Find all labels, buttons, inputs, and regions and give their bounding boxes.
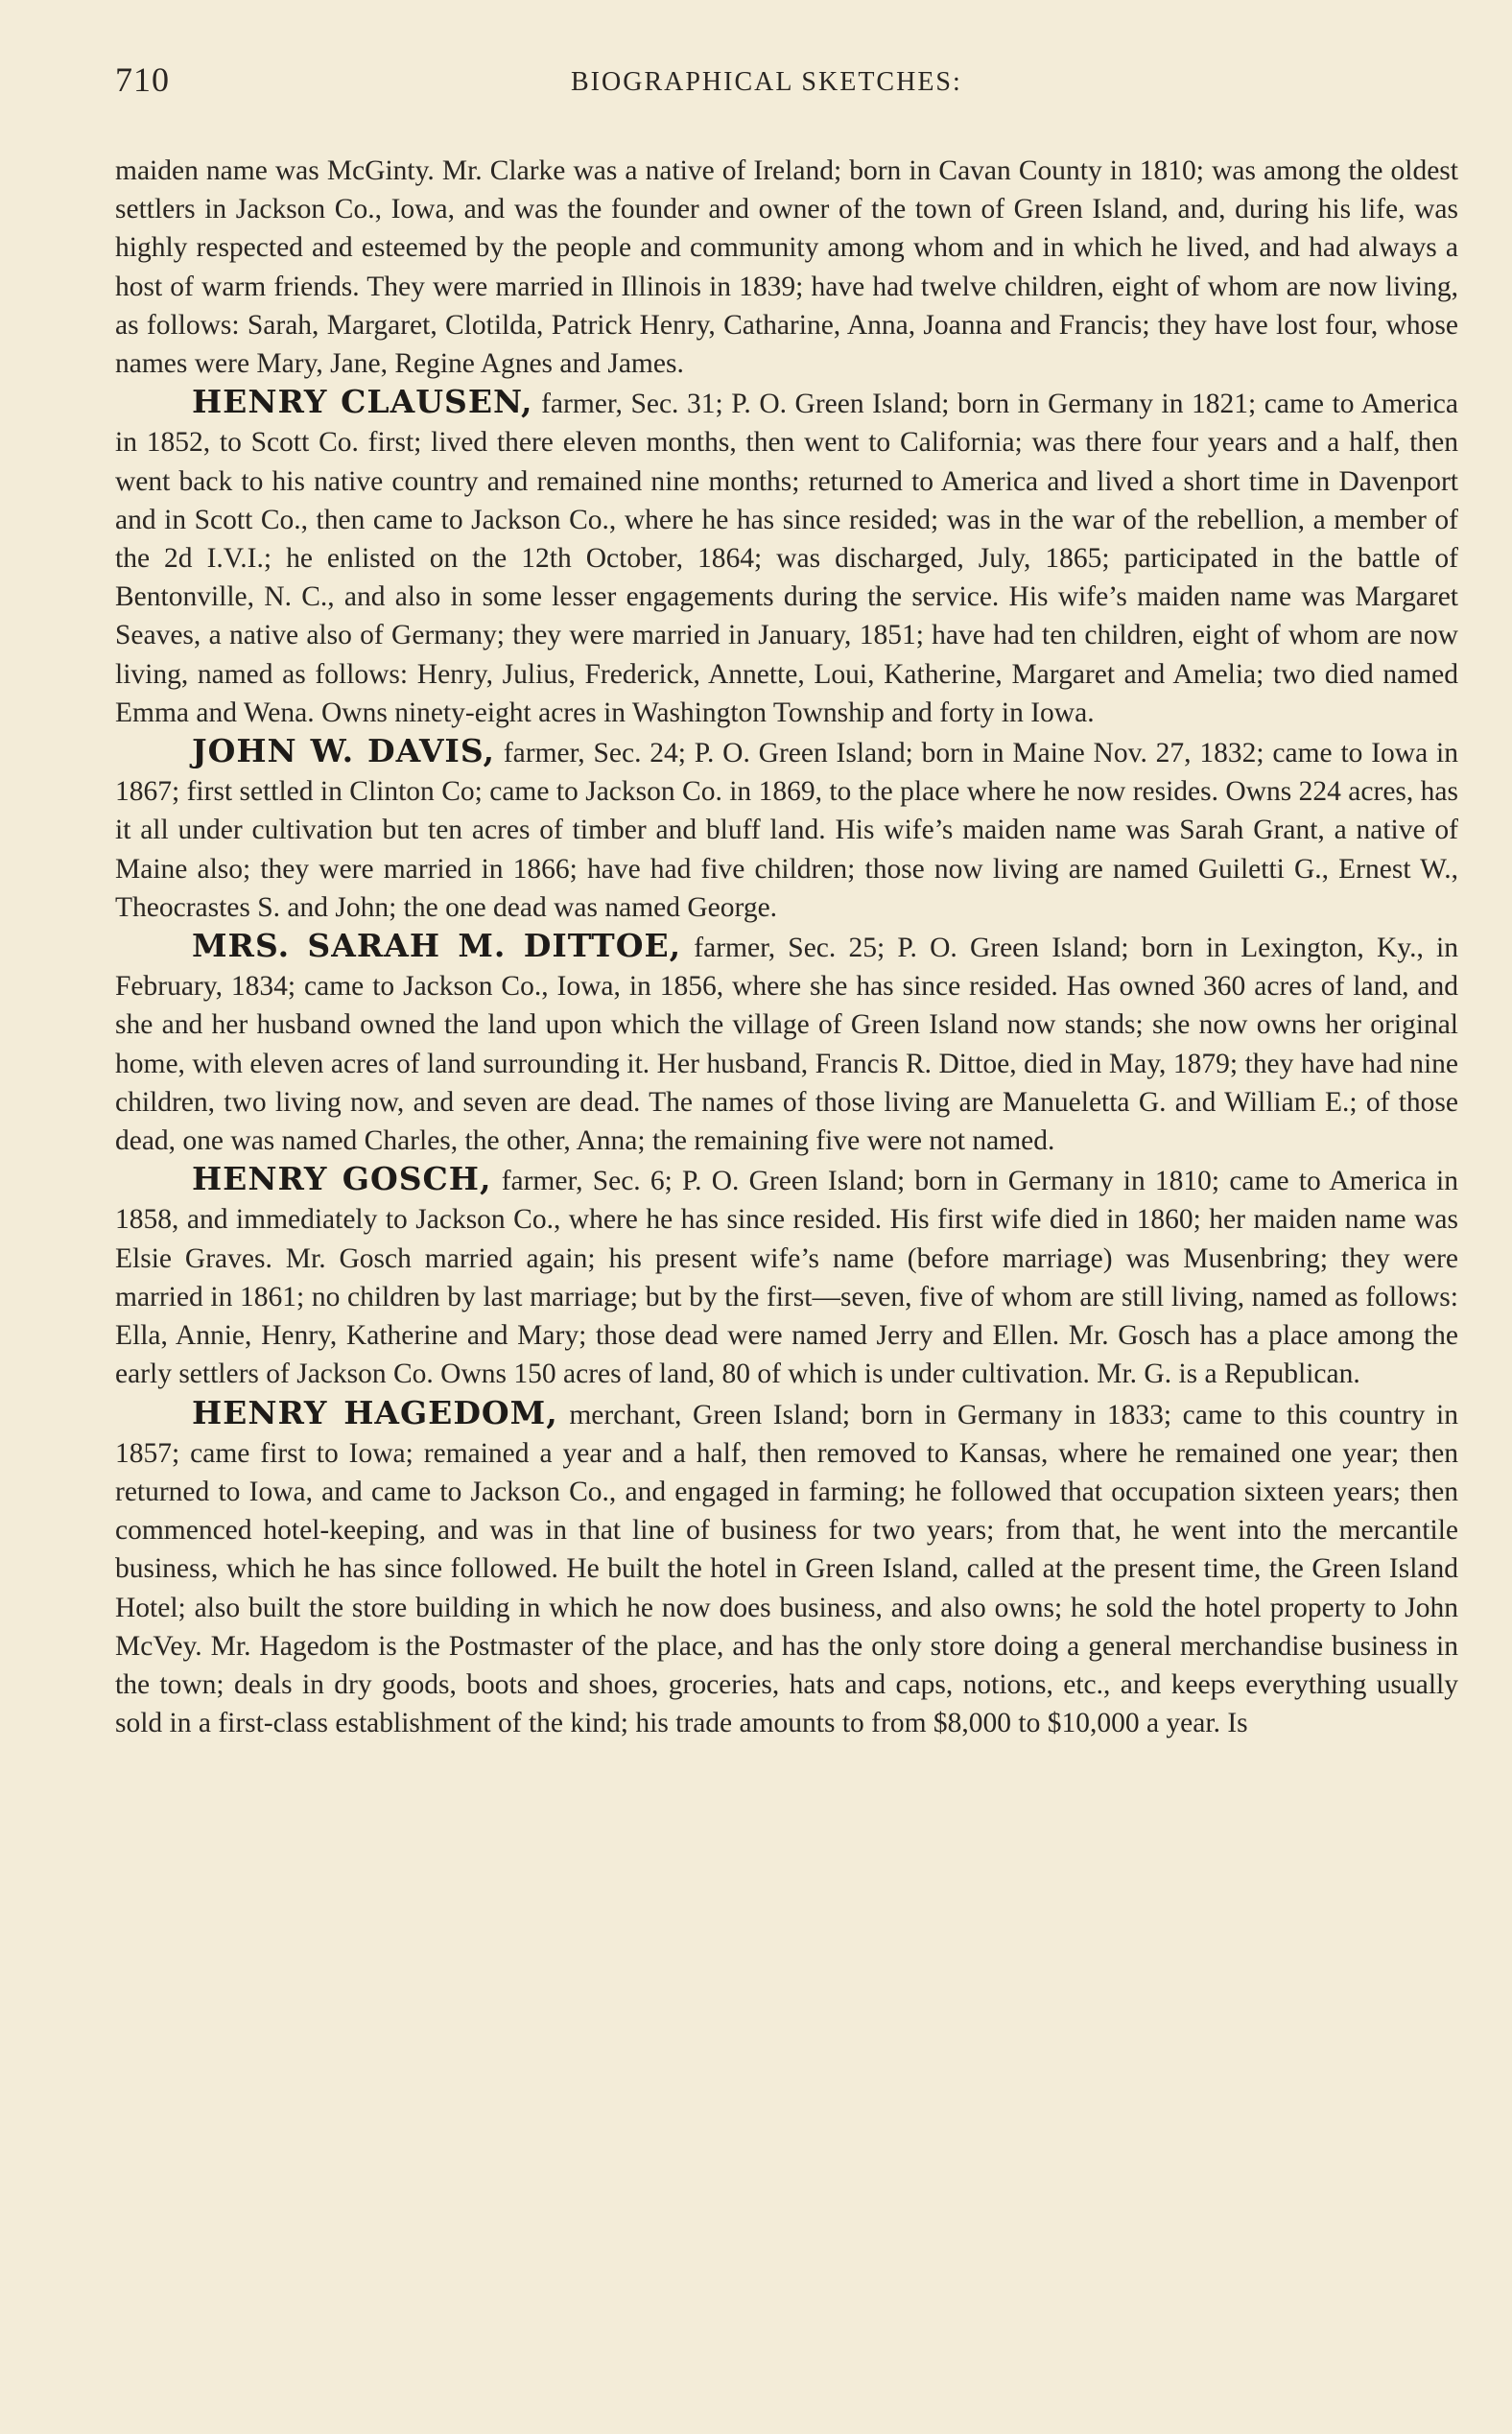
sketch-name: HENRY CLAUSEN, — [192, 383, 533, 421]
book-page — [115, 59, 1458, 1742]
sketch-text: farmer, Sec. 25; P. O. Green Island; born in Lexington, Ky., in February, 1834; came to Jackson Co., Iowa, in 1856, where she has since resided. Has owned 360 acres of land, and she and her husband owned the land upon which the village of Green Island now stands; she now owns her original home, with eleven acres of land surrounding it. Her husband, Francis R. Dittoe, died in May, 1879; they have had nine children, two living now, and seven are dead. The names of those living are Manueletta G. and William E.; of those dead, one was named Charles, the other, Anna; the remaining five were not named. — [115, 933, 1458, 1157]
running-head — [115, 59, 1458, 117]
page-number: 710 — [115, 60, 170, 99]
sketch-sarah-m-dittoe — [115, 927, 1458, 1160]
sketch-henry-gosch — [115, 1160, 1458, 1393]
sketch-henry-hagedom — [115, 1394, 1458, 1743]
sketch-name: MRS. SARAH M. DITTOE, — [192, 927, 682, 965]
body-text — [115, 152, 1458, 1742]
sketch-name: HENRY HAGEDOM, — [192, 1393, 558, 1431]
sketch-name: HENRY GOSCH, — [192, 1160, 492, 1198]
continuation-paragraph: maiden name was McGinty. Mr. Clarke was a native of Ireland; born in Cavan County in 1810; was among the oldest settlers in Jackson Co., Iowa, and was the founder and owner of the town of Green Island, and, during his life, was highly respected and esteemed by the people and community among whom and in which he lived, and had always a host of warm friends. They were married in Illinois in 1839; have had twelve children, eight of whom are now living, as follows: Sarah, Margaret, Clotilda, Patrick Henry, Catharine, Anna, Joanna and Francis; they have lost four, whose names were Mary, Jane, Regine Agnes and James. — [115, 155, 1458, 380]
sketch-text: farmer, Sec. 6; P. O. Green Island; born in Germany in 1810; came to America in 1858, and immediately to Jackson Co., where he has since resided. His first wife died in 1860; her maiden name was Elsie Graves. Mr. Gosch married again; his present wife’s name (before marriage) was Musenbring; they were married in 1861; no children by last marriage; but by the first—seven, five of whom are still living, named as follows: Ella, Annie, Henry, Katherine and Mary; those dead were named Jerry and Ellen. Mr. Gosch has a place among the early settlers of Jackson Co. Owns 150 acres of land, 80 of which is under cultivation. Mr. G. is a Republican. — [115, 1166, 1458, 1390]
sketch-john-w-davis — [115, 732, 1458, 927]
sketch-text: farmer, Sec. 31; P. O. Green Island; born in Germany in 1821; came to America in 1852, to Scott Co. first; lived there eleven months, then went to California; was there four years and a half, then went back to his native country and remained nine months; returned to America and lived a short time in Davenport and in Scott Co., then came to Jackson Co., where he has since resided; was in the war of the rebellion, a member of the 2d I.V.I.; he enlisted on the 12th October, 1864; was discharged, July, 1865; participated in the battle of Bentonville, N. C., and also in some lesser engagements during the service. His wife’s maiden name was Margaret Seaves, a native also of Germany; they were married in January, 1851; have had ten children, eight of whom are now living, named as follows: Henry, Julius, Frederick, Annette, Loui, Katherine, Margaret and Amelia; two died named Emma and Wena. Owns ninety-eight acres in Washington Township and forty in Iowa. — [115, 389, 1458, 728]
sketch-text: farmer, Sec. 24; P. O. Green Island; born in Maine Nov. 27, 1832; came to Iowa in 1867; first settled in Clinton Co; came to Jackson Co. in 1869, to the place where he now resides. Owns 224 acres, has it all under cultivation but ten acres of timber and bluff land. His wife’s maiden name was Sarah Grant, a native of Maine also; they were married in 1866; have had five children; those now living are named Guiletti G., Ernest W., Theocrastes S. and John; the one dead was named George. — [115, 738, 1458, 923]
sketch-henry-clausen — [115, 383, 1458, 732]
sketch-text: merchant, Green Island; born in Germany in 1833; came to this country in 1857; came first to Iowa; remained a year and a half, then removed to Kansas, where he remained one year; then returned to Iowa, and came to Jackson Co., and engaged in farming; he followed that occupation sixteen years; then commenced hotel-keeping, and was in that line of business for two years; from that, he went into the mercantile business, which he has since followed. He built the hotel in Green Island, called at the present time, the Green Island Hotel; also built the store building in which he now does business, and also owns; he sold the hotel property to John McVey. Mr. Hagedom is the Postmaster of the place, and has the only store doing a general merchandise business in the town; deals in dry goods, boots and shoes, groceries, hats and caps, notions, etc., and keeps everything usually sold in a first-class establishment of the kind; his trade amounts to from $8,000 to $10,000 a year. Is — [115, 1399, 1458, 1739]
sketch-name: JOHN W. DAVIS, — [192, 732, 496, 770]
running-title: BIOGRAPHICAL SKETCHES: — [571, 67, 962, 97]
